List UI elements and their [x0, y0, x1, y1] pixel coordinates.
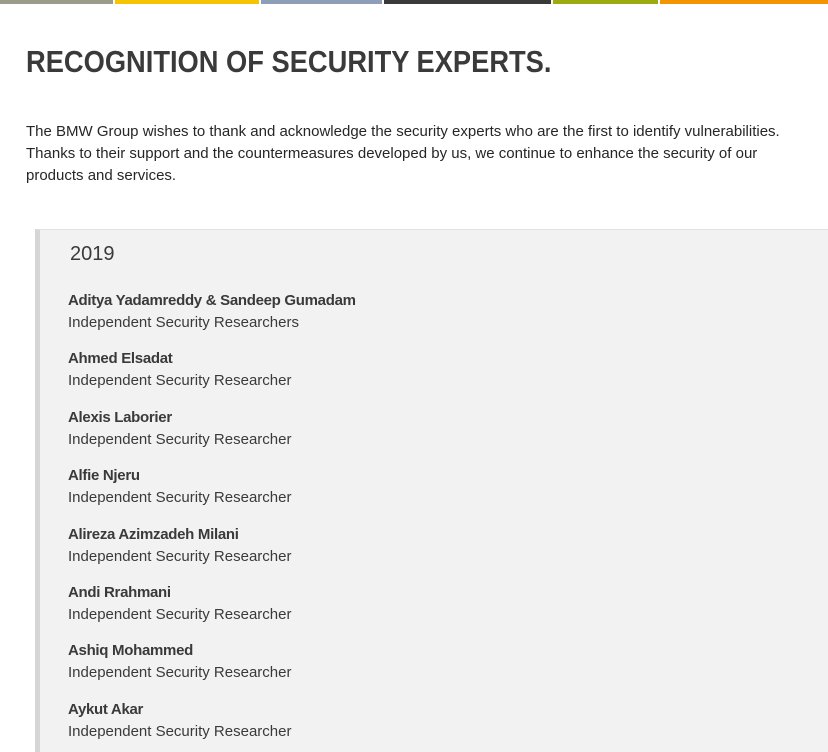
- list-item: [68, 699, 356, 752]
- list-item: [68, 465, 356, 523]
- expert-role: Independent Security Researcher: [68, 430, 292, 448]
- expert-role: Independent Security Researcher: [68, 489, 292, 507]
- color-bar-segment-taupe: [0, 0, 113, 4]
- expert-role: Independent Security Researcher: [68, 664, 292, 682]
- intro-paragraph: The BMW Group wishes to thank and acknowledge the security experts who are the first to identify vulnerabilities. Thanks to their support and the countermeasures developed by us, we continue to enhance the security of our products and services.: [26, 123, 780, 184]
- list-item: [68, 524, 356, 582]
- expert-name: Aykut Akar: [68, 700, 144, 718]
- list-item: [68, 290, 356, 348]
- expert-role: Independent Security Researcher: [68, 722, 292, 740]
- brand-color-bar: [0, 0, 828, 4]
- expert-name: Alexis Laborier: [68, 408, 172, 426]
- list-item: [68, 640, 356, 698]
- expert-role: Independent Security Researcher: [68, 605, 292, 623]
- expert-name: Ahmed Elsadat: [68, 350, 173, 368]
- list-item: [68, 582, 356, 640]
- page-title: RECOGNITION OF SECURITY EXPERTS.: [26, 44, 552, 79]
- color-bar-segment-olive-green: [553, 0, 658, 4]
- expert-name: Aditya Yadamreddy & Sandeep Gumadam: [68, 292, 356, 309]
- color-bar-segment-charcoal: [384, 0, 551, 4]
- color-bar-segment-steel-blue: [261, 0, 382, 4]
- color-bar-segment-orange: [660, 0, 828, 4]
- experts-list: [68, 290, 356, 752]
- color-bar-segment-yellow: [115, 0, 259, 4]
- list-item: [68, 407, 356, 465]
- year-section-panel: [35, 229, 828, 752]
- year-heading: 2019: [70, 243, 115, 265]
- expert-role: Independent Security Researchers: [68, 314, 299, 331]
- expert-name: Ashiq Mohammed: [68, 642, 193, 660]
- expert-name: Alfie Njeru: [68, 467, 140, 485]
- expert-role: Independent Security Researcher: [68, 372, 292, 390]
- expert-name: Andi Rrahmani: [68, 583, 171, 601]
- expert-role: Independent Security Researcher: [68, 547, 292, 565]
- list-item: [68, 348, 356, 406]
- expert-name: Alireza Azimzadeh Milani: [68, 525, 239, 543]
